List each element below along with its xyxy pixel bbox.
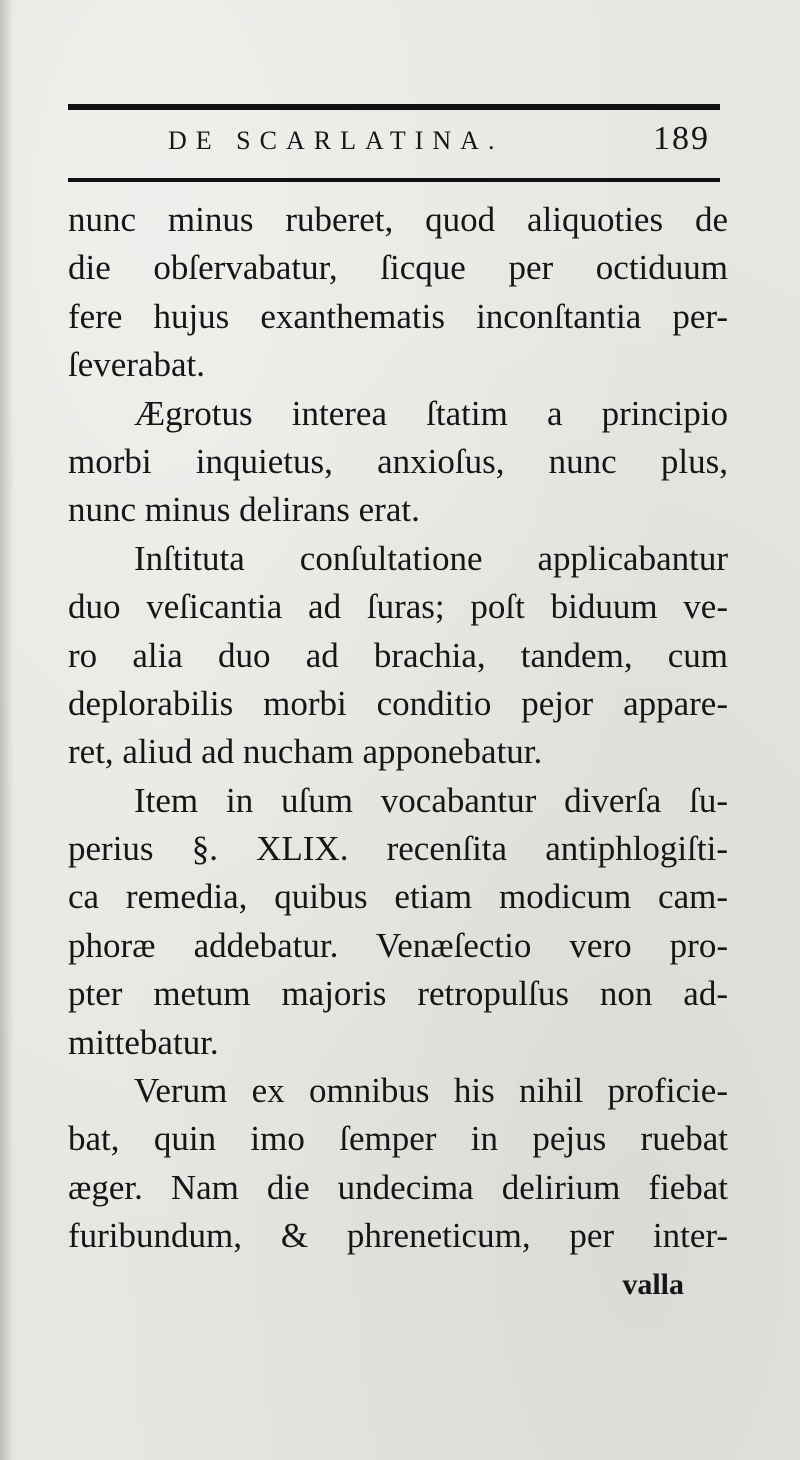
text-line: Ægrotus interea ſtatim a principio — [134, 393, 728, 433]
running-header — [68, 120, 720, 168]
body-text — [68, 196, 728, 1309]
text-line: ro alia duo ad brachia, tandem, cum — [68, 635, 728, 675]
header-rule-top — [68, 104, 720, 110]
page-number: 189 — [653, 120, 710, 157]
text-line: phoræ addebatur. Venæſectio vero pro- — [68, 925, 728, 965]
text-line: duo veſicantia ad ſuras; poſt biduum ve- — [68, 587, 728, 627]
header-rule-bottom — [68, 178, 720, 182]
text-line: mittebatur. — [68, 1022, 219, 1062]
text-line: æger. Nam die undecima delirium fiebat — [68, 1167, 728, 1207]
text-line: Verum ex omnibus his nihil proficie- — [134, 1071, 728, 1111]
text-line: deplorabilis morbi conditio pejor appare- — [68, 683, 728, 723]
text-line: ret, aliud ad nucham apponebatur. — [68, 732, 543, 772]
text-line: ſeverabat. — [68, 345, 205, 385]
text-line: morbi inquietus, anxioſus, nunc plus, — [68, 441, 728, 481]
text-line: pter metum majoris retropulſus non ad- — [68, 974, 728, 1014]
text-line: nunc minus ruberet, quod aliquoties de — [68, 200, 728, 239]
page-gutter-shadow — [0, 0, 14, 1460]
catchword: valla — [622, 1267, 684, 1301]
text-line: ca remedia, quibus etiam modicum cam- — [68, 877, 728, 917]
text-line: die obſervabatur, ſicque per octiduum — [68, 248, 728, 288]
text-line: perius §. XLIX. recenſita antiphlogiſti- — [68, 829, 728, 869]
text-line: bat, quin imo ſemper in pejus ruebat — [68, 1119, 728, 1159]
text-line: furibundum, & phreneticum, per inter- — [68, 1216, 728, 1256]
running-head-title: DE SCARLATINA. — [168, 126, 504, 155]
text-line: fere hujus exanthematis inconſtantia per- — [68, 296, 728, 336]
text-line: nunc minus delirans erat. — [68, 490, 420, 530]
text-line: Inſtituta conſultatione applicabantur — [134, 538, 728, 578]
text-line: Item in uſum vocabantur diverſa ſu- — [134, 780, 728, 820]
